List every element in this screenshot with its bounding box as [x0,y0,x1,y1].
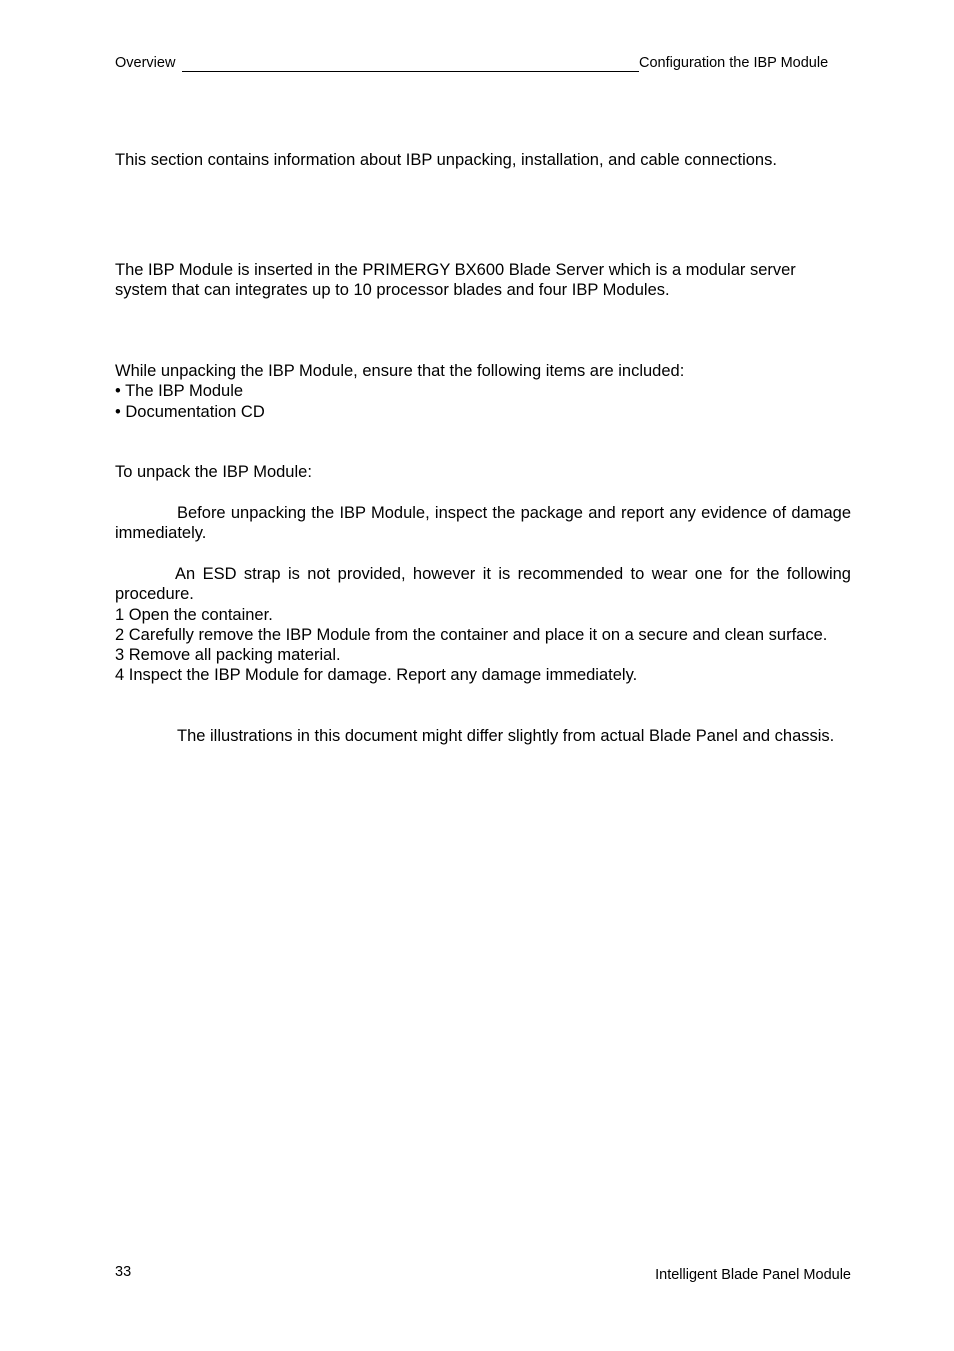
header-chapter-title: Configuration the IBP Module [639,55,829,71]
step-item: 2 Carefully remove the IBP Module from the container and place it on a secure and clean surface. [115,625,828,644]
page-number: 33 [115,1264,132,1280]
header-section-title: Overview [115,55,176,71]
header-rule [182,71,639,72]
esd-note: An ESD strap is not provided, however it is recommended to wear one for the following procedure. [115,565,851,604]
intro-paragraph: This section contains information about IBP unpacking, installation, and cable connections. [115,151,777,169]
list-item: • The IBP Module [115,382,244,401]
unpacking-lead: While unpacking the IBP Module, ensure that the following items are included: [115,362,685,380]
caution-note: Before unpacking the IBP Module, inspect the package and report any evidence of damage immediately. [115,504,851,543]
illustration-note: The illustrations in this document might differ slightly from actual Blade Panel and chassis. [177,727,835,745]
list-item: • Documentation CD [115,402,265,421]
step-item: 4 Inspect the IBP Module for damage. Report any damage immediately. [115,666,638,685]
module-description-paragraph: The IBP Module is inserted in the PRIMERGY BX600 Blade Server which is a modular server system that can integrates up to 10 processor blades and four IBP Modules. [115,261,796,300]
footer-title: Intelligent Blade Panel Module [655,1267,851,1283]
step-item: 3 Remove all packing material. [115,646,341,665]
procedure-steps [115,564,851,686]
step-item: 1 Open the container. [115,605,273,624]
procedure-title: To unpack the IBP Module: [115,463,312,481]
unpacking-contents [115,361,851,422]
